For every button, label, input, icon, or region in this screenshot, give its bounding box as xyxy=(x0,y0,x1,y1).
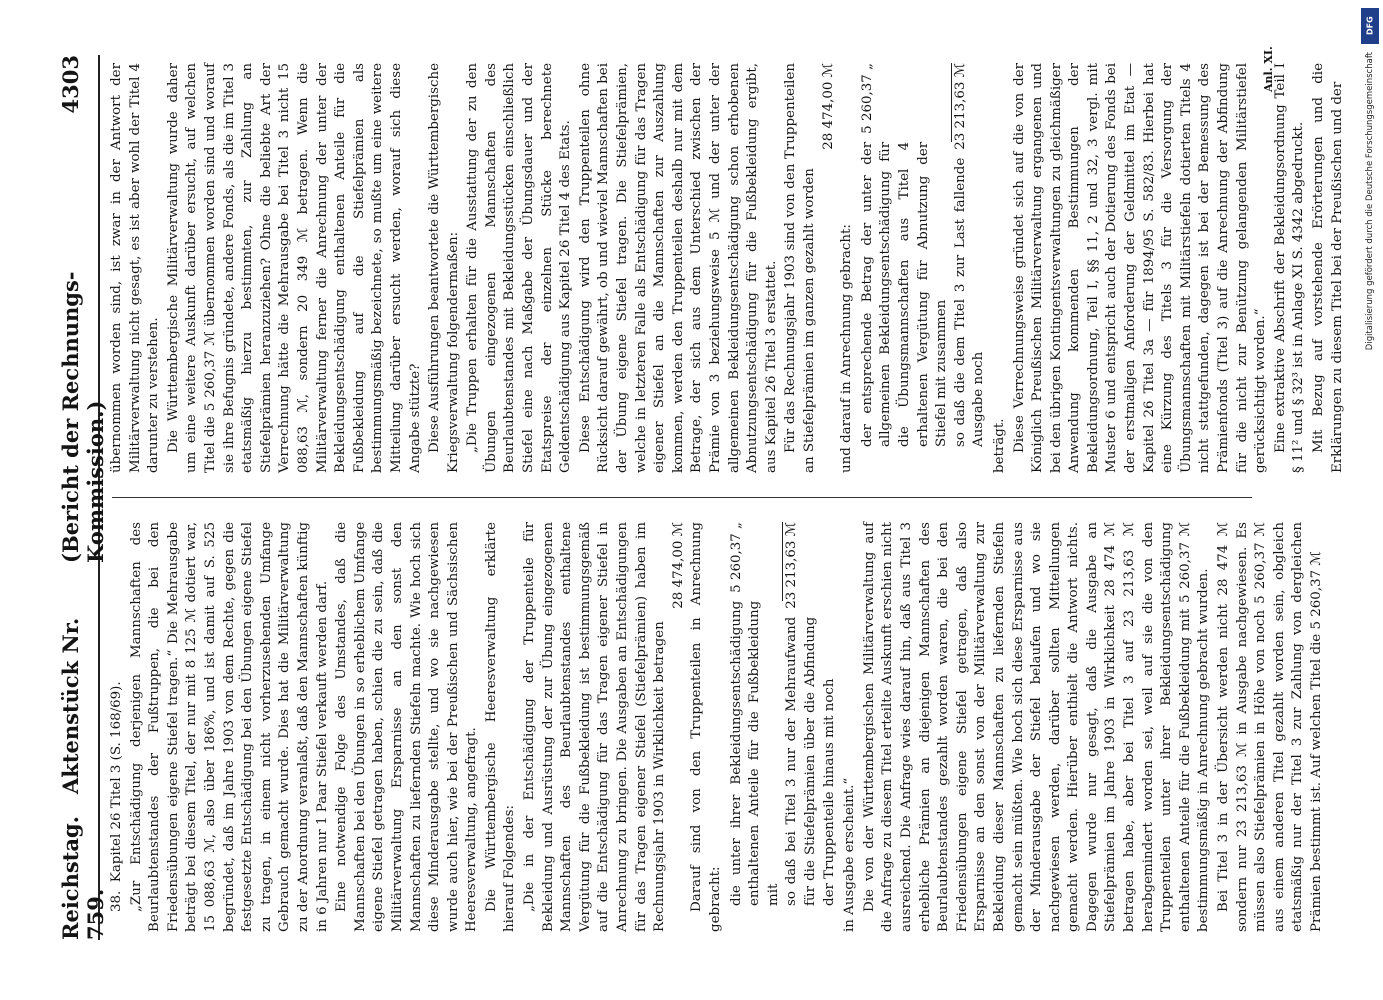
digitization-notice: Digitalisierung gefördert durch die Deutsche Forschungsgemeinschaft xyxy=(1365,52,1375,351)
dfg-logo: DFG xyxy=(1361,8,1379,44)
section-number: 38. xyxy=(109,890,124,912)
paragraph: Darauf sind von den Truppenteilen in Anrechnung gebracht: xyxy=(689,522,723,932)
calculation-label: die unter ihrer Bekleidungsentschädigung enthaltenen Anteile für die Fußbekleidung mit xyxy=(728,600,781,906)
page-number: 4303 xyxy=(58,55,83,114)
paragraph: Die Württembergische Heeresverwaltung erklärte hierauf Folgendes: xyxy=(483,522,518,932)
calculation-row xyxy=(859,63,952,473)
calculation-amount: 23 213,63 ℳ xyxy=(784,522,800,609)
section-title: Kapitel 26 Titel 3 (S. 168/69). xyxy=(109,681,124,883)
quote-text: „Die in der Entschädigung der Truppenteile für Bekleidung und Ausrüstung der zur Übung eingezogenen Mannschaften des Beurlaubtenstandes enthaltene Vergütung für die Fußbekleidung ist bestimmungsgemäß auf die Entschädigung für das Tragen eigener Stiefel in Anrechnung zu bringen. Die Ausgaben an Entschädigungen für das Tragen eigener Stiefel (Stiefelprämien) haben im Rechnungsjahr 1903 in Wirklichkeit betragen xyxy=(522,522,668,932)
paragraph: in Ausgabe erscheint.“ xyxy=(842,777,858,932)
paragraph: beträgt. xyxy=(991,418,1007,473)
left-column xyxy=(108,522,1324,932)
section-heading xyxy=(108,522,127,932)
paragraph: Eine extraktive Abschrift der Bekleidungsordnung Teil I § 11² und § 32³ ist in Anlage XI S. 4342 abgedruckt. xyxy=(1272,63,1307,473)
paragraph: Die Württembergische Militärverwaltung wurde daher um eine weitere Auskunft darüber ersucht, auf welchen Titel die 5 260,37 ℳ übernommen worden sind und worauf sie ihre Befugnis gründete, andere Fonds, als die im Titel 3 etatsmäßig hierzu bestimmten, zur Zahlung an Stiefelprämien heranzuziehen? Ohne die beliebte Art der Verrechnung hätte die Mehrausgabe bei Titel 3 nicht 15 088,63 ℳ, sondern 20 349 ℳ betragen. Wenn die Militärverwaltung ferner die Anrechnung der unter der Bekleidungsentschädigung enthaltenen Anteile für die Fußbekleidung auf die Stiefelprämien als bestimmungsmäßig bezeichnete, so mußte um eine weitere Mitteilung darüber ersucht werden, worauf sich diese Angabe stützte? xyxy=(165,63,423,473)
paragraph: „Zur Entschädigung derjenigen Mannschaften des Beurlaubtenstandes der Fußtruppen, die bei den Friedensübungen eigene Stiefel tragen.“ Die Mehrausgabe beträgt bei diesem Titel, der nur mit 8 125 ℳ dotiert war, 15 088,63 ℳ, also über 186%, und ist damit auf S. 525 begründet, daß im Jahre 1903 von dem Rechte, gegen die festgesetzte Entschädigung bei den Übungen eigene Stiefel zu tragen, in einem nicht vorherzusehenden Umfange Gebrauch gemacht wurde. Dies hat die Militärverwaltung zu der Anordnung veranlaßt, daß den Mannschaften künftig in 6 Jahren nur 1 Paar Stiefel verkauft werden darf. xyxy=(128,522,330,932)
paragraph: übernommen worden sind, ist zwar in der Antwort der Militärverwaltung nicht gesagt, es ist aber wohl der Titel 4 darunter zu verstehen. xyxy=(109,63,162,473)
calculation-label: so daß bei Titel 3 nur der Mehraufwand für die Stiefelprämien über die Abfindung der Truppenteile hinaus mit noch xyxy=(784,616,837,906)
calculation-row xyxy=(728,522,784,932)
paragraph xyxy=(782,63,836,473)
amount-total: 28 474,00 ℳ xyxy=(820,63,836,150)
calculation-amount: 23 213,63 ℳ xyxy=(952,63,968,150)
calculation-row xyxy=(783,522,839,932)
header-document-number: Aktenstück Nr. 759. xyxy=(58,617,108,940)
paragraph: Diese Ausführungen beantwortete die Württembergische Kriegsverwaltung folgendermaßen: xyxy=(427,63,461,473)
calculation-label: so daß die dem Titel 3 zur Last fallende Ausgabe noch xyxy=(952,157,987,447)
calculation-row xyxy=(952,63,989,473)
paragraph xyxy=(521,522,686,932)
amount-total: 28 474,00 ℳ xyxy=(670,522,686,609)
calculation-block xyxy=(728,522,840,932)
calculation-label: der entsprechende Betrag der unter der allgemeinen Bekleidungsentschädigung für die Übungsmannschaften aus Titel 4 erhaltenen Vergütung für Abnutzung der Stiefel mit zusammen xyxy=(859,141,950,447)
paragraph: Mit Bezug auf vorstehende Erörterungen und die Erklärungen zu diesem Titel bei der Preußischen und der xyxy=(1311,63,1345,473)
calculation-amount: 5 260,37 „ xyxy=(728,522,784,601)
header-center: (Bericht der Rechnungs-Kommission.) xyxy=(58,271,108,563)
paragraph: Bei Titel 3 in der Übersicht werden nicht 28 474 ℳ sondern nur 23 213,63 ℳ in Ausgabe nachgewiesen. Es müssen also Stiefelprämien in Höhe von noch 5 260,37 ℳ aus einem anderen Titel gezahlt worden sein, obgleich etatsmäßig nur der Titel 3 zur Zahlung von dergleichen Prämien bestimmt ist. Auf welchen Titel die 5 260,37 ℳ xyxy=(1216,522,1324,932)
paragraph: Diese Entschädigung wird den Truppenteilen ohne Rücksicht darauf gewährt, ob und wieviel Mannschaften bei der Übung eigene Stiefel tragen. Die Stiefelprämien, welche in letzteren Falle als Entschädigung für das Tragen eigener Stiefel an die Mannschaften zur Auszahlung kommen, werden den Truppenteilen deshalb nur mit dem Betrage, der sich aus dem Unterschied zwischen der Prämie von 3 beziehungsweise 5 ℳ und der unter der allgemeinen Bekleidungsentschädigung schon erhobenen Abnutzungsentschädigung für die Fußbekleidung ergibt, aus Kapitel 26 Titel 3 erstattet. xyxy=(577,63,779,473)
page-header xyxy=(58,55,108,940)
header-left xyxy=(58,563,108,940)
margin-note: Anl. XI. xyxy=(1262,46,1275,92)
paragraph: „Die Truppen erhalten für die Ausstattung der zu den Übungen eingezogenen Mannschaften des Beurlaubtenstandes mit Bekleidungsstücken einschließlich Stiefel eine nach Maßgabe der Übungsdauer und der Etatspreise der einzelnen Stücke berechnete Geldentschädigung aus Kapitel 26 Titel 4 des Etats. xyxy=(465,63,574,473)
paragraph: Eine notwendige Folge des Umstandes, daß die Mannschaften bei den Übungen in so erheblichem Umfange eigene Stiefel getragen haben, schien die zu sein, daß die Militärverwaltung Ersparnisse an den sonst den Mannschaften zu liefernden Stiefeln machte. Wie hoch sich diese Minderausgabe stellte, und wo sie nachgewiesen wurde auch hier, wie bei der Preußischen und Sächsischen Heeresverwaltung, angefragt. xyxy=(334,522,480,932)
paragraph: Die von der Württembergischen Militärverwaltung auf die Anfrage zu diesem Titel erteilte Auskunft erschien nicht ausreichend. Die Anfrage wies darauf hin, daß aus Titel 3 erhebliche Prämien an diejenigen Mannschaften des Beurlaubtenstandes gezahlt worden waren, die bei den Friedensübungen eigene Stiefel getragen, daß also Ersparnisse an den sonst von der Militärverwaltung zur Bekleidung dieser Mannschaften zu liefernden Stiefeln gemacht sein müßten. Wie hoch sich diese Ersparnisse aus der Minderausgabe der Stiefel belaufen und wo sie nachgewiesen werden, darüber sollten Mitteilungen gemacht werden. Hierüber enthielt die Antwort nichts. Dagegen wurde nur gesagt, daß die Ausgabe an Stiefelprämien im Jahre 1903 in Wirklichkeit 28 474 ℳ betragen habe, aber bei Titel 3 auf 23 213,63 ℳ herabgemindert worden sei, weil auf sie die von den Truppenteilen unter ihrer Bekleidungsentschädigung enthaltenen Anteile für die Fußbekleidung mit 5 260,37 ℳ bestimmungsmäßig in Anrechnung gebracht wurden. xyxy=(861,522,1212,932)
digitization-sidebar xyxy=(1357,0,1383,1000)
column-divider xyxy=(112,497,1252,498)
header-parliament: Reichstag. xyxy=(58,816,83,940)
calculation-amount: 5 260,37 „ xyxy=(859,63,952,142)
calculation-block xyxy=(859,63,989,473)
paragraph: Diese Verrechnungsweise gründet sich auf die von der Königlich Preußischen Militärverwaltung ergangenen und bei den übrigen Kontingentsverwaltungen zu gleichmäßiger Anwendung kommenden Bestimmungen der Bekleidungsordnung, Teil I, §§ 11, 2 und 32, 3 vergl. mit Muster 6 und entspricht auch der Dotierung des Fonds bei der erstmaligen Anforderung der Geldmittel im Etat — Kapitel 26 Titel 3a — für 1894/95 S. 582/83. Hierbei hat eine Kürzung des Titels 3 für die Versorgung der Übungsmannschaften mit Militärstiefeln dotierten Titels 4 nicht stattgefunden, dagegen ist bei der Bemessung des Prämienfonds (Titel 3) auf die Anrechnung der Abfindung für die nicht zur Benützung gelangenden Militärstiefel gerücksichtigt worden.“ xyxy=(1011,63,1269,473)
paragraph: und darauf in Anrechnung gebracht: xyxy=(839,224,855,473)
paragraph-text: Für das Rechnungsjahr 1903 sind von den Truppenteilen an Stiefelprämien im ganzen gezahlt worden xyxy=(783,63,817,473)
